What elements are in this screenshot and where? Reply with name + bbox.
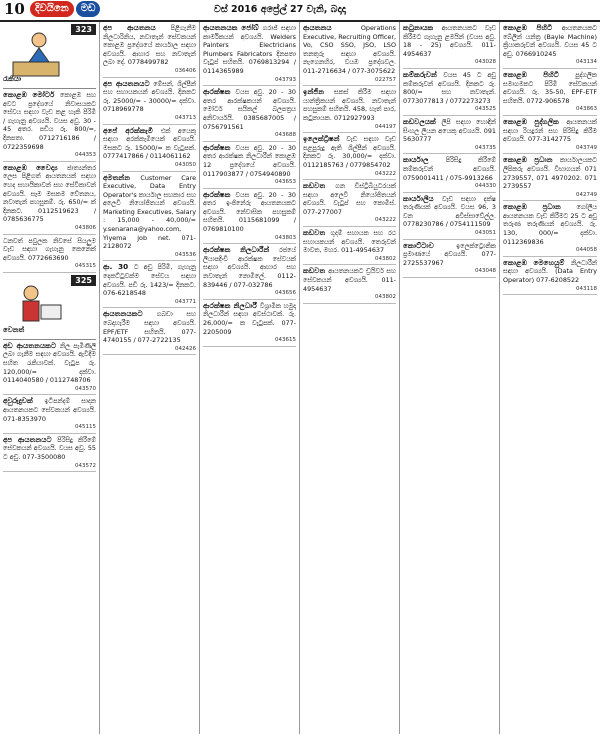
ad-body: පිරිසිදු කිරීමේ කම්කරුවන් අවශ්‍යයි.	[403, 156, 496, 173]
ad-body: ඉටිපන්දම් සාදන ආයතනයකට සේවකයන් අවශ්‍යයි.	[3, 397, 96, 415]
ad-body: කාර්යාලයකට ලිපිකරු අවශ්‍යයි. විභාගයන් 071 2739557, 071 4970202.	[503, 156, 597, 182]
ad-heading: ආ. 30	[103, 262, 134, 272]
section-illustration	[9, 28, 69, 80]
ad-body: ආයතනයකට බේලින් යන්ත්‍ර (Bayle Machine) ක්‍රියාකරුවන් අවශ්‍යයි. වයස 45 ට අඩු.	[503, 24, 597, 58]
classified-column	[100, 22, 200, 734]
ad-heading: කාර්යාලීය	[403, 193, 442, 203]
ad-code: 043118	[576, 285, 597, 292]
ad-phone: 0769813294 / 0114365989	[203, 58, 296, 75]
classified-ad	[203, 189, 296, 245]
section-number: 323	[71, 24, 96, 35]
ad-body: ගබඩා සහ බෙදාහැරීම සඳහා අවශ්‍යයි. EPF/ETF සහිතයි.	[103, 310, 196, 336]
ad-phone: 0117903877 / 0754940890	[203, 169, 291, 178]
ad-phone: 077-277007	[303, 207, 342, 216]
classified-column	[300, 22, 400, 734]
ad-phone: 0112-839446 / 077-032786	[203, 272, 296, 289]
ad-body: වයස 45 ට අඩු කම්කරුවන් අවශ්‍යයි. දිනකට රු. 800/= සහ නවාතැන්.	[403, 70, 496, 97]
classified-ad	[403, 240, 496, 278]
classified-ad	[303, 86, 396, 133]
ad-phone: 071-8353970	[3, 414, 46, 423]
ad-body: පිරිසිදු කිරීමේ සේවකයන් අවශ්‍යයි. වයස අවු. 55 ට අඩු.	[3, 435, 96, 461]
ad-phone: 077-3500080	[22, 453, 66, 461]
classified-ad	[3, 89, 96, 162]
classified-ad	[503, 116, 597, 154]
ad-heading: කොළඹ පිහිටි	[503, 23, 562, 32]
classified-ad	[403, 154, 496, 192]
ad-body: එක් අයෙකු සඳහා අරක්කැමියෙක් අවශ්‍යයි. මසකට රු. 15000/= ක වැටුපක්.	[103, 126, 196, 152]
classified-ad	[3, 395, 96, 433]
ad-code: 043688	[275, 132, 296, 139]
logo-part-2: මඩ	[76, 1, 101, 17]
ad-phone: 0759001411 / 075-9913266	[403, 173, 493, 182]
ad-phone: 077-2725537967	[403, 250, 496, 267]
ad-body: ගුදම් සහායක සහ රථ සහායකයන් අවශ්‍යයි. තෙරුවන් මාවත, මහර.	[303, 229, 397, 255]
page-number: 10	[4, 0, 25, 18]
classified-ad	[503, 69, 597, 116]
ad-heading: කටුනායක	[403, 23, 442, 32]
ad-body: Customer Care Executive, Data Entry Operator's කාර්යාල සහකාර සහ අලෙවි නියෝජිතයන් අවශ්‍යයි. Marketing Executives, Salary : 15,000 - 40,000/= y.senarana@yahoo.com, Yiyema job net.	[103, 173, 197, 242]
ad-heading: කම්කරුවන්	[403, 69, 444, 79]
classified-column	[500, 22, 600, 734]
section-banner	[3, 273, 96, 340]
ad-phone: 077-2205009	[203, 319, 296, 336]
classified-ad	[403, 69, 496, 116]
ad-body: ගෝලීය ආයතනයක වැඩ කිරීමට 25 ට අඩු තරුණ තරුණියන් අවශ්‍යයි. රු. 130, 000/= දක්වා.	[503, 203, 597, 238]
ad-code: 043525	[475, 106, 496, 113]
ad-code: 043802	[375, 255, 396, 262]
ad-heading: කොළඹ මෝටර්	[3, 90, 60, 99]
ad-phone: 0385687005 / 0756791561	[203, 113, 296, 131]
ad-body: වැඩ සඳහා වැඩ පළපුරුදු ඇති ශිල්පීන් අවශ්‍යයි. දිනකට රු. 30,000/= දක්වා.	[303, 135, 396, 161]
classified-ad	[203, 300, 296, 347]
classified-ad	[103, 125, 196, 172]
ad-heading: කඩවත	[303, 266, 329, 276]
ad-code: 043028	[475, 59, 496, 66]
classified-ad	[103, 172, 196, 262]
ad-heading: ආයතනයකට	[103, 309, 157, 319]
ad-code: 043134	[576, 59, 597, 66]
ad-heading: කොට්ටාව	[403, 240, 457, 250]
logo-part-1: දිවයිනෙ	[30, 1, 74, 17]
dateline: වස් 2016 අප්‍රේල් 27 වැනි, බදාදා	[214, 4, 346, 15]
ad-phone: 077-4740155 / 077-2722135	[103, 327, 196, 345]
ad-phone: 0766910245	[515, 49, 557, 58]
ad-body: පිළිගැනීම නිලධාරිනිය, නවාතැන් සේවකයන් කොළඹ ප්‍රදේශයේ කාර්යාල සඳහා අවශ්‍යයි. ආහාර සහ නවාතැන් ලබා දේ.	[103, 24, 196, 67]
ad-body: ආයතනයකට ඩ්‍රයිවර් සහ සේවකයන් අවශ්‍යයි.	[303, 267, 397, 285]
classified-ad	[303, 133, 396, 180]
classified-ad	[203, 244, 296, 300]
ad-code: 043536	[175, 251, 196, 258]
ad-code: 043735	[475, 144, 496, 151]
ad-phone: 077-6208522	[536, 276, 580, 285]
ad-body: නිලධාරීන් සඳහා අවශ්‍යයි. (Data Entry Operator)	[503, 258, 597, 285]
classified-ad	[203, 22, 296, 86]
ad-code: 043793	[275, 76, 296, 83]
classified-column	[200, 22, 300, 734]
ad-body: ඉලෙක්ට්‍රොනික ප්‍රමාණයේ අවශ්‍යයි.	[403, 241, 496, 259]
ad-body: රජයේ ලියාපදිංචි ආරක්ෂක සේවයක් සඳහා අවශ්‍යයි. ආහාර සහ නවාතැන් නොමිලේ.	[203, 246, 296, 281]
ad-body: නිල පැමිණිලි ලබා ගැනීම සඳහා අවශ්‍යයි. ඇවිදීම සහිත රැකියාවක්. වැටුප රු. 120,000/= දක්වා.	[3, 341, 96, 376]
section-banner	[3, 22, 96, 89]
classified-ad	[103, 308, 196, 355]
ad-code: 044330	[475, 183, 496, 190]
ad-code: 043615	[275, 337, 296, 344]
ad-phone: 0772663690	[27, 253, 69, 262]
ad-code: 043806	[75, 224, 96, 231]
ad-phone: 091 5630777	[403, 126, 496, 144]
ad-phone: 0712716186 / 0722359698	[3, 133, 96, 151]
classified-ad	[103, 22, 196, 78]
classified-column	[0, 22, 100, 734]
ad-phone: 076-6218548	[103, 289, 146, 298]
classified-ad	[403, 193, 496, 240]
classified-ad	[3, 434, 96, 472]
ad-code: 043802	[375, 294, 396, 301]
ad-body: වයස අවු. 20 - 30 අතර ඉංජිනේරු ආයතනයකට අවශ්‍යයි. නේවාසික පහසුකම් සහිතයි.	[203, 190, 296, 225]
classified-ad	[3, 162, 96, 235]
ad-phone: 0778499782	[127, 58, 169, 67]
ad-phone: 071-2128072	[103, 233, 196, 251]
ad-body: Operations Executive, Recruiting Officer, Vo, CSO SSO, JSO, LSO තනතුරු සඳහා අවශ්‍යයි. නැගෙනහිර, වයඹ ප්‍රදේශවල.	[303, 24, 396, 67]
classified-ad	[403, 116, 496, 154]
ad-body: සකස් කිරීම සඳහා යාන්ත්‍රිකයන් අවශ්‍යයි. නවාතැන් පහසුකම් සහිතයි. 458, හැත් පාර, කටුනායක.	[303, 88, 396, 122]
ad-code: 043863	[576, 106, 597, 113]
ad-code: 043749	[576, 144, 597, 151]
ad-code: 036406	[175, 67, 196, 74]
newspaper-logo	[30, 1, 100, 17]
ad-phone: 071 2739557	[503, 173, 597, 191]
ad-code: 043051	[475, 230, 496, 237]
ad-code: 043570	[75, 385, 96, 392]
section-title: රැකියා	[3, 75, 22, 83]
ad-phone: 011-4954637	[341, 246, 385, 255]
classified-ad	[203, 142, 296, 189]
ad-heading: ආයතනයක ජෝබ්	[203, 23, 263, 32]
classified-ad	[103, 78, 196, 125]
ad-phone: 0712927993	[333, 113, 375, 122]
ad-body: වැඩ සඳහා දක්ෂ තරුණියක් අවශ්‍යයි. වයස 96, 3 වන අවිස්සාවේල්ල.	[403, 194, 496, 220]
ad-phone: 0778230786 / 0754111509	[403, 220, 491, 229]
ad-code: 043222	[375, 170, 396, 177]
ad-body: ආයතනයකට වැඩ කිරීමට ගැහැනු ළමයින් (වයස අවු. 18 - 25) අවශ්‍යයි.	[403, 24, 497, 50]
ad-body: පුද්ගලික සමාගමකට පිරිමි සේවකයන් අවශ්‍යයි. රු. 35-50, EPF-ETF සහිතයි.	[503, 70, 597, 105]
ad-phone: 0112369836	[503, 237, 544, 246]
ad-phone: 0772-906578	[526, 96, 570, 105]
classified-ad	[503, 201, 597, 257]
ad-heading: කොළඹ වෛද්‍ය	[3, 162, 67, 172]
ad-heading: ආරක්ෂක	[203, 189, 236, 199]
classified-ad	[503, 257, 597, 295]
ad-code: 043050	[175, 161, 196, 168]
ad-phone: 077-3142775	[527, 135, 571, 144]
ad-code: 043803	[275, 234, 296, 241]
ad-code: 022757	[375, 76, 396, 83]
ad-code: 043572	[75, 462, 96, 469]
classified-ad	[303, 22, 396, 86]
ad-phone: 0112185763 / 0779854702	[303, 160, 391, 169]
ad-body: ආයතනයක් සඳහා රියදුරන් සහ පිරිසිදු කිරීම අවශ්‍යයි.	[503, 117, 597, 144]
classified-ad	[503, 154, 597, 201]
ad-phone: 011-4954637	[303, 276, 396, 293]
ad-heading: ආරක්ෂක	[203, 142, 236, 152]
classified-ad	[303, 180, 396, 227]
ad-code: 043048	[475, 268, 496, 275]
ad-code: 044197	[375, 123, 396, 130]
ad-code: 042426	[175, 345, 196, 352]
ad-code: 043656	[275, 290, 296, 297]
ad-phone: 0718969778	[103, 105, 144, 114]
ad-body: ගරාජ් සඳහා කාර්මිකයන් අවශ්‍යයි. Welders Painters Electricians Plumbers Fabricators දිනපතා වැටුප් සහිතයි.	[203, 24, 296, 67]
ad-heading: අප ආයතනයට	[3, 434, 58, 444]
ad-body: ගන ඩිස්ට්‍රිබියුටරයක් සඳහා අලෙවි නියෝජිතයන් අවශ්‍යයි. වැටුප් සහ කොමිස්.	[303, 182, 397, 208]
ad-body: ජාත්‍යන්තර ලෙස පිළිගත් ආයතනයක් සඳහා හෙද සහායිකාවන් සහ සේවිකාවන් අවශ්‍යයි. සෑම මසකම වේතනය, නවාතැන් පහසුකම්. රු. 650/= ක් දිනකට.	[3, 163, 96, 215]
ad-body: කොළඹ සහ අවට ප්‍රදේශයේ නිවාසයකට සේවය සඳහා වැඩ කළ හැකි පිරිමි / ගැහැනු අවශ්‍යයි. වයස අවු. 30 - 45 අතර. පඩිය රු. 800/=, දිනපතා.	[3, 91, 96, 142]
ad-code: 045315	[75, 263, 96, 270]
ad-heading: කොළඹ ප්‍රධාන	[503, 202, 577, 212]
ad-code: 045115	[75, 424, 96, 431]
ad-body: වයස අවු. 20 - 30 අතර ආරක්ෂක නිලධාරීන් කොළඹ 12 ප්‍රදේශයේ අවශ්‍යයි.	[203, 143, 296, 169]
ad-code: 042749	[576, 191, 597, 198]
ad-code: 043771	[175, 298, 196, 305]
ad-heading: ආරක්ෂක නිලධාරී	[203, 300, 260, 310]
ad-heading: ඉන්ජින	[303, 87, 334, 97]
ad-heading: අප ආයතනය	[103, 23, 171, 32]
ad-phone: 0112519623 / 0785636775	[3, 206, 96, 224]
ad-heading: කොළඹ පිහිටි	[503, 69, 576, 79]
ad-heading: අමතන්න	[103, 172, 141, 182]
ad-body: ලිපි සඳහා හොඳින් සිංහල ලියන අයෙකු අවශ්‍යයි.	[403, 117, 496, 135]
ad-phone: 0777417866 / 0114061162	[103, 152, 191, 161]
classified-ad	[503, 22, 597, 69]
ad-code: 044058	[576, 247, 597, 254]
ad-heading: ඉලෙක්ට්‍රිෂන්	[303, 134, 347, 144]
ad-heading: කඩවලයක්	[403, 116, 442, 126]
ad-heading: කොළඹ මෙහෙයුම්	[503, 257, 572, 267]
ad-heading: ආයතනය	[303, 23, 361, 32]
ad-code: 044353	[75, 152, 96, 159]
ad-heading: කඩවත	[303, 181, 336, 191]
ad-body: විශ්‍රාමික හමුදා නිලධාරීන් සඳහා අවස්ථාවක්. රු. 26,000/= ක වැටුපක්.	[203, 301, 296, 327]
ad-heading: අවුරුදුවක්	[3, 396, 45, 406]
ad-heading: කොළඹ ප්‍රධාන	[503, 155, 560, 165]
ad-phone: 0114040580 / 0112748706	[3, 376, 91, 385]
ad-heading: ආරක්ෂක	[203, 87, 236, 97]
ad-heading: ආරක්ෂක නිලධාරීන්	[203, 245, 279, 255]
classified-column	[400, 22, 500, 734]
ad-heading: කාර්යාල	[403, 155, 446, 165]
ad-body: මේසන්, ශිල්පීන් සහ සහායකයන් අවශ්‍යයි. දිනකට රු. 25000/= - 30000/= දක්වා.	[103, 79, 196, 105]
section-number: 325	[71, 275, 96, 286]
classified-ad	[3, 340, 96, 396]
classified-ad	[303, 227, 396, 265]
ad-heading: අඩ ආයතනයකට	[3, 340, 60, 350]
ad-heading: කොළඹ පුද්ගලික	[503, 116, 567, 126]
ad-heading: කඩවත	[303, 228, 331, 238]
ad-code: 043222	[375, 217, 396, 224]
classified-ad	[3, 235, 96, 273]
ad-phone: 0115681099 / 0769810100	[203, 216, 296, 234]
ad-heading: අපේ අරක්කැමි	[103, 125, 161, 135]
ad-heading: අප ආයතනයට	[103, 78, 154, 88]
ad-body: වයස අවු. 20 - 30 අතර ආරක්ෂකයන් අවශ්‍යයි. මෝටර් සයිකල් බලපත්‍රය අනිවාර්යයි.	[203, 88, 296, 122]
classified-ad	[403, 22, 496, 69]
ad-code: 043713	[175, 114, 196, 121]
page-header	[0, 0, 600, 22]
ad-code: 043653	[275, 179, 296, 186]
classified-ad	[103, 261, 196, 308]
section-title: වෙනත්	[3, 325, 25, 334]
ad-phone: 011-2716634 / 077-3075622	[303, 66, 396, 75]
ad-body: ධනවත් පවුලක නිවසේ සියලුම වැඩ සඳහා ගැහැනු කෙනෙක් අවශ්‍යයි.	[3, 236, 96, 262]
ad-phone: 011-4954637	[403, 41, 496, 58]
ad-body: ට අඩු පිරිමි, ගැහැනු දෙකට්ටුවක්ම සේවය සඳහා අවශ්‍යයි. පඩි රු. 1423/= දිනකට.	[103, 263, 196, 289]
classified-ad	[303, 265, 396, 303]
section-illustration	[9, 279, 69, 331]
ad-phone: 0773077813 / 0772273273	[403, 96, 491, 105]
classified-ad	[203, 86, 296, 142]
